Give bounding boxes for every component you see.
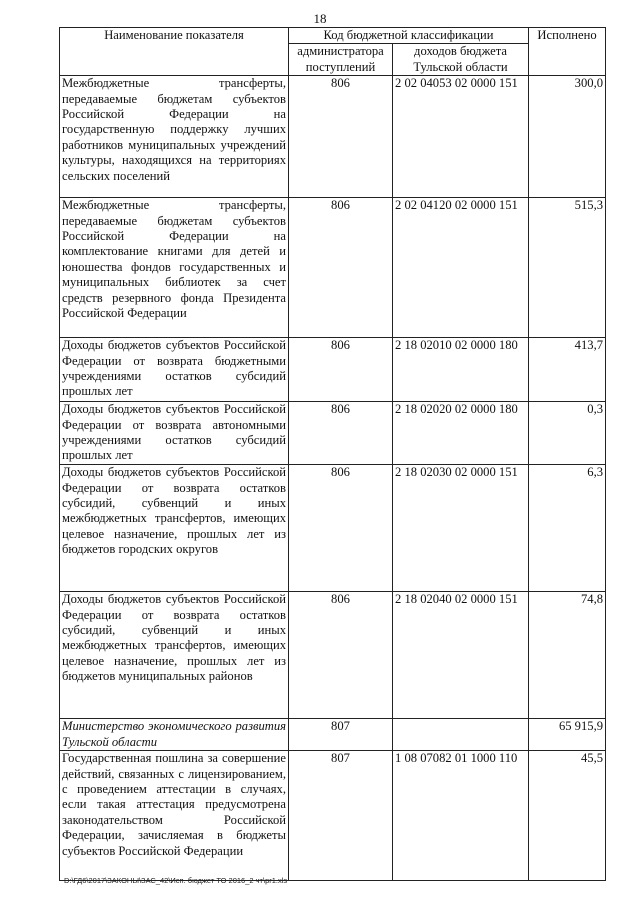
header-administrator: администратора поступлений bbox=[289, 44, 393, 76]
indicator-name-cell: Межбюджетные трансферты, передаваемые бюджетам субъектов Российской Федерации на комплектование книгами для детей и юношества фондов государственных и муниципальных библиотек за счет средств резервного фонда Президента Российской Федерации bbox=[60, 198, 289, 338]
income-code-cell: 2 18 02040 02 0000 151 bbox=[393, 592, 529, 719]
executed-value-cell: 0,3 bbox=[529, 402, 606, 465]
administrator-code-cell: 807 bbox=[289, 719, 393, 751]
executed-value-cell: 515,3 bbox=[529, 198, 606, 338]
administrator-code-cell: 806 bbox=[289, 338, 393, 402]
table-row bbox=[60, 719, 606, 751]
indicator-name-cell: Государственная пошлина за совершение действий, связанных с лицензированием, с проведением аттестации в случаях, если такая аттестация предусмотрена законодательством Российской Федерации, зачисляемая в бюджеты субъектов Российской Федерации bbox=[60, 751, 289, 881]
administrator-code-cell: 806 bbox=[289, 592, 393, 719]
indicator-name-cell: Министерство экономического развития Тульской области bbox=[60, 719, 289, 751]
administrator-code-cell: 806 bbox=[289, 198, 393, 338]
table-row bbox=[60, 465, 606, 592]
income-code-cell: 2 18 02010 02 0000 180 bbox=[393, 338, 529, 402]
table-row bbox=[60, 338, 606, 402]
header-row bbox=[60, 28, 606, 44]
income-code-cell: 2 02 04053 02 0000 151 bbox=[393, 76, 529, 198]
table-row bbox=[60, 198, 606, 338]
income-code-cell: 2 02 04120 02 0000 151 bbox=[393, 198, 529, 338]
administrator-code-cell: 806 bbox=[289, 465, 393, 592]
header-classification-code: Код бюджетной классификации bbox=[289, 28, 529, 44]
header-budget-income: доходов бюджета Тульской области bbox=[393, 44, 529, 76]
administrator-code-cell: 806 bbox=[289, 402, 393, 465]
table-row bbox=[60, 76, 606, 198]
header-executed: Исполнено bbox=[529, 28, 606, 76]
page-number: 18 bbox=[313, 11, 327, 26]
income-code-cell: 2 18 02030 02 0000 151 bbox=[393, 465, 529, 592]
executed-value-cell: 45,5 bbox=[529, 751, 606, 881]
executed-value-cell: 65 915,9 bbox=[529, 719, 606, 751]
indicator-name-cell: Межбюджетные трансферты, передаваемые бюджетам субъектов Российской Федерации на государственную поддержку лучших работников муниципальных учреждений культуры, находящихся на территориях сельских поселений bbox=[60, 76, 289, 198]
administrator-code-cell: 806 bbox=[289, 76, 393, 198]
table-body bbox=[60, 76, 606, 881]
table-row bbox=[60, 402, 606, 465]
header-indicator-name: Наименование показателя bbox=[60, 28, 289, 76]
indicator-name-cell: Доходы бюджетов субъектов Российской Федерации от возврата остатков субсидий, субвенций и иных межбюджетных трансфертов, имеющих целевое назначение, прошлых лет из бюджетов городских округов bbox=[60, 465, 289, 592]
executed-value-cell: 6,3 bbox=[529, 465, 606, 592]
executed-value-cell: 74,8 bbox=[529, 592, 606, 719]
income-code-cell bbox=[393, 719, 529, 751]
income-code-cell: 2 18 02020 02 0000 180 bbox=[393, 402, 529, 465]
executed-value-cell: 413,7 bbox=[529, 338, 606, 402]
table-row bbox=[60, 592, 606, 719]
indicator-name-cell: Доходы бюджетов субъектов Российской Федерации от возврата бюджетными учреждениями остатков субсидий прошлых лет bbox=[60, 338, 289, 402]
administrator-code-cell: 807 bbox=[289, 751, 393, 881]
executed-value-cell: 300,0 bbox=[529, 76, 606, 198]
indicator-name-cell: Доходы бюджетов субъектов Российской Федерации от возврата автономными учреждениями остатков субсидий прошлых лет bbox=[60, 402, 289, 465]
budget-table bbox=[59, 27, 606, 881]
income-code-cell: 1 08 07082 01 1000 110 bbox=[393, 751, 529, 881]
file-path-footer: D:\ГД6\2017\ЗАКОНЫ\ЗАС_42\Исп. бюджет ТО 2016_2 чт\pr1.xls bbox=[64, 876, 288, 885]
table-row bbox=[60, 751, 606, 881]
indicator-name-cell: Доходы бюджетов субъектов Российской Федерации от возврата остатков субсидий, субвенций и иных межбюджетных трансфертов, имеющих целевое назначение, прошлых лет из бюджетов муниципальных районов bbox=[60, 592, 289, 719]
